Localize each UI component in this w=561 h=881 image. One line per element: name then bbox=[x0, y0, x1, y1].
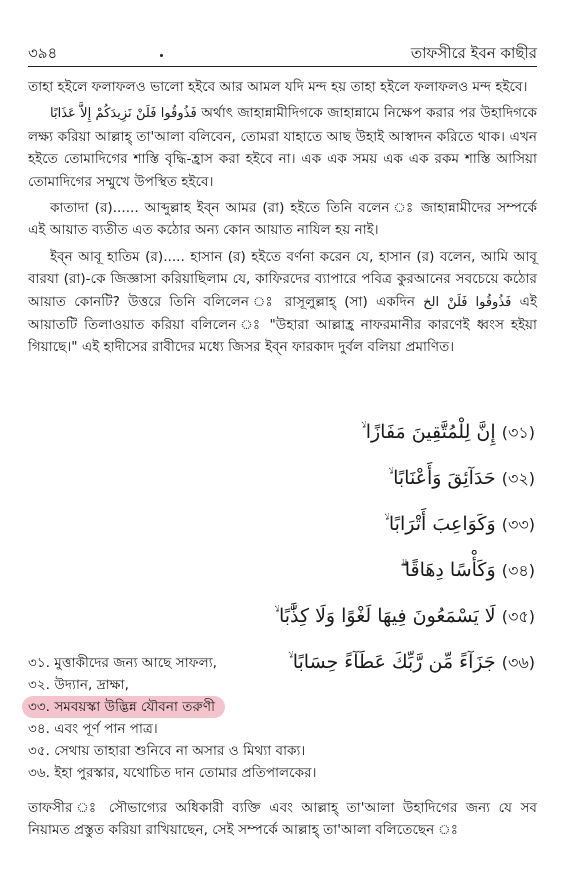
print-dot bbox=[160, 54, 163, 57]
verse-arabic: وَكَأْسًا دِهَاقًا ۗ bbox=[400, 559, 496, 581]
translation-34: ৩৪. এবং পূর্ণ পান পাত্র। bbox=[28, 721, 158, 737]
paragraph-4-text-a: ইব্ন আবূ হাতিম (র)..... হাসান (র) হইতে বর্ণনা করেন যে, হাসান (র) বলেন, আমি আবূ বারযা (রা)-কে জিজ্ঞাসা করিয়াছিলাম যে, কাফিরদের ব্যাপারে পবিত্র কুরআনের সবচেয়ে কঠোর আয়াত কোনটি? উত্তরে তিনি বলিলেন ঃ রাসূলুল্লাহ্ (সা) একদিন bbox=[28, 248, 537, 310]
arabic-quote-2: فَذُوقُوا فَلَنْ الخ bbox=[423, 294, 512, 310]
verse-number: (৩২) bbox=[501, 469, 535, 488]
paragraph-4-text-b: এই আয়াতটি তিলাওয়াত করিয়া বলিলেন ঃ "উহারা আল্লাহ্র নাফরমানীর কারণেই ধ্বংস হইয়া গিয়াছে।" এই হাদীসের রাবীদের মধ্যে জিসর ইব্ন ফারকাদ দুর্বল বলিয়া প্রমাণিত। bbox=[28, 293, 537, 356]
translation-33 bbox=[28, 696, 537, 718]
verse-number: (৩৩) bbox=[501, 515, 535, 534]
verse-number: (৩৫) bbox=[501, 607, 535, 626]
translation-31: ৩১. মুত্তাকীদের জন্য আছে সাফল্য, bbox=[28, 655, 217, 671]
paragraph-2-text: অর্থাৎ জাহান্নামীদিগকে জাহান্নামে নিক্ষেপ করার পর উহাদিগকে লক্ষ্য করিয়া আল্লাহ্ তা'আলা বলিবেন, তোমরা যাহাতে আছ উহাই আস্বাদন করিতে থাক। এখন হইতে তোমাদিগের শাস্তি বৃদ্ধি-হ্রাস করা হইবে না। এক এক সময় এক এক রকম শাস্তি আসিয়া তোমাদিগের সম্মুখে উপস্থিত হইবে। bbox=[28, 105, 537, 190]
paragraph-4 bbox=[28, 246, 537, 359]
page-header bbox=[28, 42, 537, 64]
verse-arabic: حَدَآئِقَ وَأَعْنَابًا ۙ bbox=[388, 467, 496, 489]
paragraph-2 bbox=[28, 102, 537, 193]
verse-32 bbox=[155, 466, 535, 502]
verse-35 bbox=[155, 604, 535, 640]
book-title: তাফসীরে ইবন কাছীর bbox=[410, 44, 537, 62]
highlighted-translation: ৩৩. সমবয়স্কা উদ্ভিন্ন যৌবনা তরুণী bbox=[22, 696, 225, 718]
verse-number: (৩৬) bbox=[501, 653, 535, 672]
translation-32: ৩২. উদ্যান, দ্রাক্ষা, bbox=[28, 677, 129, 693]
commentary-body bbox=[28, 76, 537, 363]
verse-arabic: جَزَآءً مِّن رَّبِّكَ عَطَآءً حِسَابًا ۙ bbox=[287, 651, 496, 673]
tafsir-paragraph: তাফসীর ঃ সৌভাগ্যের অধিকারী ব্যক্তি এবং আল্লাহ্ তা'আলা উহাদিগের জন্য যে সব নিয়ামত প্রস্তুত করিয়া রাখিয়াছেন, সেই সম্পর্কে আল্লাহ্ তা'আলা বলিতেছেন ঃ bbox=[28, 800, 537, 839]
verse-translations bbox=[28, 652, 537, 784]
verse-arabic: لَا يَسْمَعُونَ فِيهَا لَغْوًا وَلَا كِذَّٰبًا ۙ bbox=[274, 605, 496, 627]
verse-34 bbox=[155, 558, 535, 594]
verse-33 bbox=[155, 512, 535, 548]
verse-arabic: وَكَوَاعِبَ أَتْرَابًا ۙ bbox=[384, 513, 496, 535]
header-rule bbox=[28, 66, 537, 67]
paragraph-1: তাহা হইলে ফলাফলও ভালো হইবে আর আমল যদি মন্দ হয় তাহা হইলে ফলাফলও মন্দ হইবে। bbox=[28, 79, 528, 95]
verse-number: (৩৪) bbox=[501, 561, 535, 580]
arabic-quote: فَذُوقُوا فَلَنْ نَزِيدَكُمْ إِلاَّ عَذَابًا bbox=[50, 106, 197, 122]
paragraph-3: কাতাদা (র)...... আব্দুল্লাহ ইব্ন আমর (রা) হইতে তিনি বলেন ঃ জাহান্নামীদের সম্পর্কে এই আয়াত ব্যতীত এত কঠোর অন্য কোন আয়াত নাযিল হয় নাই। bbox=[28, 200, 537, 239]
verse-arabic: إِنَّ لِلْمُتَّقِينَ مَفَازًا ۙ bbox=[360, 421, 496, 443]
verse-31 bbox=[155, 420, 535, 456]
translation-36: ৩৬. ইহা পুরস্কার, যথোচিত দান তোমার প্রতিপালকের। bbox=[28, 765, 317, 781]
translation-35: ৩৫. সেথায় তাহারা শুনিবে না অসার ও মিথ্যা বাক্য। bbox=[28, 743, 306, 759]
verse-number: (৩১) bbox=[501, 423, 535, 442]
page-number: ৩৯৪ bbox=[28, 44, 58, 62]
